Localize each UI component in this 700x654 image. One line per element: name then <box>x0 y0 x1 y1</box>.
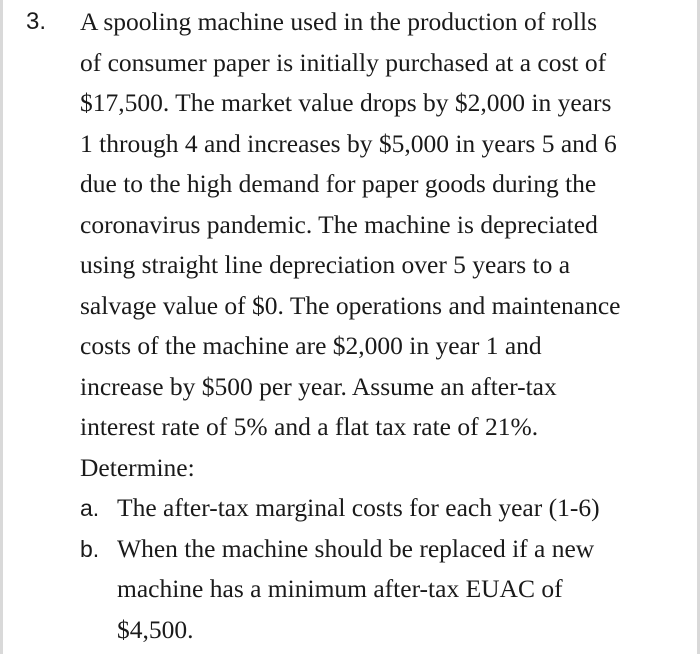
problem-number: 3. <box>26 8 47 35</box>
problem-statement <box>80 2 670 488</box>
statement-line: costs of the machine are $2,000 in year 1 and <box>80 331 542 360</box>
left-edge-shadow <box>0 0 3 654</box>
part-line: When the machine should be replaced if a new <box>117 533 595 563</box>
part-line: The after-tax marginal costs for each year (1-6) <box>117 493 600 522</box>
statement-line: interest rate of 5% and a flat tax rate of 21%. <box>80 412 539 441</box>
statement-line: 1 through 4 and increases by $5,000 in years 5 and 6 <box>80 128 617 158</box>
part-a <box>80 488 674 529</box>
part-letter: a. <box>80 495 100 521</box>
statement-line: $17,500. The market value drops by $2,000 in years <box>80 88 612 117</box>
statement-line: coronavirus pandemic. The machine is depreciated <box>80 209 598 239</box>
part-line: machine has a minimum after-tax EUAC of <box>117 574 563 603</box>
statement-line: A spooling machine used in the production of rolls <box>80 7 598 36</box>
statement-line: increase by $500 per year. Assume an after-tax <box>80 371 557 401</box>
statement-line: of consumer paper is initially purchased at a cost of <box>80 47 607 77</box>
part-text <box>117 529 674 651</box>
problem-3 <box>26 2 674 650</box>
statement-line: Determine: <box>80 452 195 482</box>
statement-line: using straight line depreciation over 5 years to a <box>80 250 571 279</box>
part-letter: b. <box>80 535 100 562</box>
problem-parts-list <box>80 488 674 650</box>
statement-line: due to the high demand for paper goods during the <box>80 169 597 198</box>
part-text <box>117 488 674 529</box>
part-line: $4,500. <box>117 614 194 644</box>
part-b <box>80 529 674 651</box>
statement-line: salvage value of $0. The operations and maintenance <box>80 290 621 320</box>
